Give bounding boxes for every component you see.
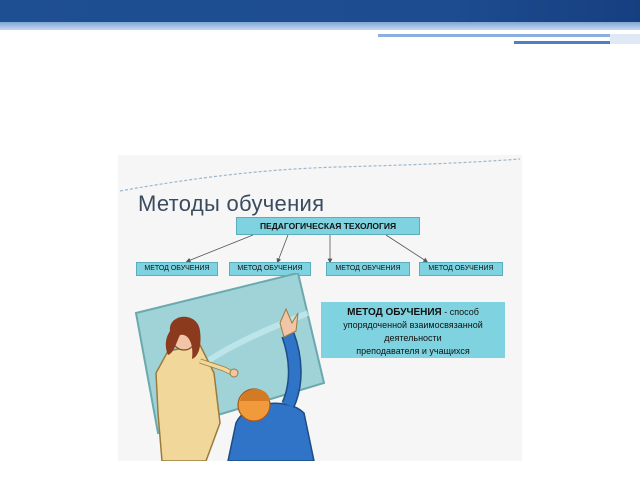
definition-text: - способ bbox=[441, 307, 479, 317]
definition-box bbox=[321, 302, 505, 358]
teacher-student-clipart-icon bbox=[128, 273, 328, 461]
definition-text: упорядоченной взаимосвязанной bbox=[343, 320, 483, 330]
definition-text: деятельности bbox=[384, 333, 442, 343]
method-box: МЕТОД ОБУЧЕНИЯ bbox=[419, 262, 503, 276]
header-line bbox=[610, 34, 640, 44]
slide-picture bbox=[118, 155, 522, 461]
header-line bbox=[378, 34, 640, 37]
slide-header-accent bbox=[0, 22, 640, 30]
slide-title: Методы обучения bbox=[138, 191, 325, 216]
method-box: МЕТОД ОБУЧЕНИЯ bbox=[326, 262, 410, 276]
method-box: МЕТОД ОБУЧЕНИЯ bbox=[136, 262, 218, 276]
technology-box: ПЕДАГОГИЧЕСКАЯ ТЕХОЛОГИЯ bbox=[236, 217, 420, 235]
definition-text: преподавателя и учащихся bbox=[356, 346, 470, 356]
slide-header-bar bbox=[0, 0, 640, 22]
method-box: МЕТОД ОБУЧЕНИЯ bbox=[229, 262, 311, 276]
definition-term: МЕТОД ОБУЧЕНИЯ bbox=[347, 307, 442, 318]
